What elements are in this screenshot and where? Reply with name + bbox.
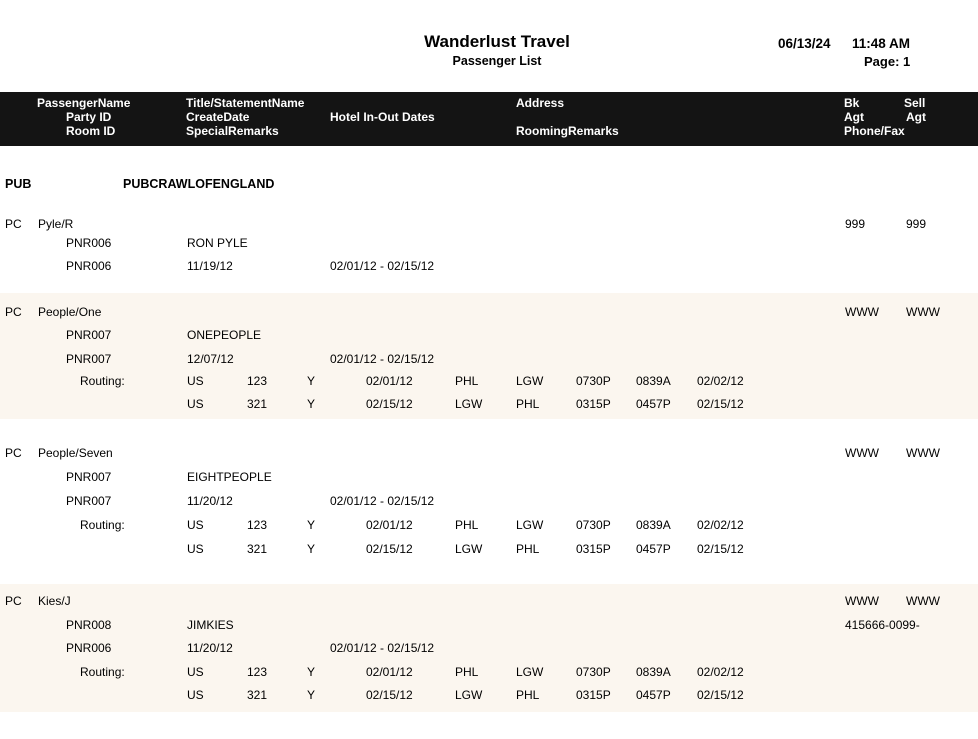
routing-depart: 0730P — [576, 374, 611, 388]
routing-from: LGW — [455, 542, 483, 556]
page-label: Page: — [864, 54, 900, 69]
routing-arrive-date: 02/02/12 — [697, 374, 744, 388]
routing-airline: US — [187, 688, 204, 702]
routing-from: LGW — [455, 688, 483, 702]
sell-agent: 999 — [906, 217, 927, 231]
report-title: Passenger List — [452, 54, 542, 68]
col-hotel-dates: Hotel In-Out Dates — [330, 110, 435, 124]
routing-flight: 321 — [247, 542, 268, 556]
col-agt-sell: Agt — [906, 110, 926, 124]
col-special-remarks: SpecialRemarks — [186, 124, 279, 138]
routing-class: Y — [307, 542, 316, 556]
party-id: PNR006 — [66, 236, 112, 250]
routing-date: 02/01/12 — [366, 665, 413, 679]
routing-date: 02/15/12 — [366, 397, 413, 411]
hotel-dates: 02/01/12 - 02/15/12 — [330, 641, 435, 655]
party-id: PNR007 — [66, 470, 112, 484]
passenger-name: People/One — [38, 305, 102, 319]
col-phone-fax: Phone/Fax — [844, 124, 905, 138]
routing-arrive-date: 02/15/12 — [697, 688, 744, 702]
routing-arrive-date: 02/02/12 — [697, 518, 744, 532]
routing-airline: US — [187, 665, 204, 679]
routing-depart: 0730P — [576, 518, 611, 532]
routing-arrive: 0839A — [636, 518, 671, 532]
routing-airline: US — [187, 374, 204, 388]
page-number: 1 — [903, 54, 911, 69]
passenger-name: Pyle/R — [38, 217, 74, 231]
col-party-id: Party ID — [66, 110, 112, 124]
routing-arrive: 0457P — [636, 542, 671, 556]
hotel-dates: 02/01/12 - 02/15/12 — [330, 259, 435, 273]
bk-agent: WWW — [845, 305, 879, 319]
phone-fax: 415666-0099- — [845, 618, 920, 632]
passenger-name: Kies/J — [38, 594, 71, 608]
routing-label: Routing: — [80, 374, 125, 388]
routing-airline: US — [187, 518, 204, 532]
routing-date: 02/15/12 — [366, 542, 413, 556]
routing-arrive-date: 02/02/12 — [697, 665, 744, 679]
routing-label: Routing: — [80, 518, 125, 532]
party-id: PNR008 — [66, 618, 112, 632]
routing-date: 02/01/12 — [366, 518, 413, 532]
passenger-record — [0, 293, 978, 419]
passenger-type: PC — [5, 305, 22, 319]
report-time: 11:48 AM — [852, 36, 911, 51]
statement-name: RON PYLE — [187, 236, 248, 250]
passenger-record — [0, 203, 978, 278]
report-date: 06/13/24 — [778, 36, 831, 51]
room-id: PNR006 — [66, 259, 112, 273]
routing-to: LGW — [516, 518, 544, 532]
col-bk: Bk — [844, 96, 860, 110]
routing-arrive: 0839A — [636, 374, 671, 388]
routing-from: LGW — [455, 397, 483, 411]
passenger-record — [0, 434, 978, 564]
routing-class: Y — [307, 397, 316, 411]
routing-arrive: 0457P — [636, 688, 671, 702]
statement-name: ONEPEOPLE — [187, 328, 262, 342]
routing-arrive: 0457P — [636, 397, 671, 411]
room-id: PNR006 — [66, 641, 112, 655]
col-address: Address — [516, 96, 565, 110]
company-name: Wanderlust Travel — [424, 32, 570, 51]
room-id: PNR007 — [66, 352, 112, 366]
routing-from: PHL — [455, 665, 479, 679]
col-sell: Sell — [904, 96, 926, 110]
col-room-id: Room ID — [66, 124, 116, 138]
group-name: PUBCRAWLOFENGLAND — [123, 177, 275, 191]
col-create-date: CreateDate — [186, 110, 250, 124]
sell-agent: WWW — [906, 446, 940, 460]
routing-depart: 0315P — [576, 397, 611, 411]
routing-class: Y — [307, 518, 316, 532]
routing-date: 02/15/12 — [366, 688, 413, 702]
routing-flight: 123 — [247, 518, 268, 532]
bk-agent: WWW — [845, 446, 879, 460]
routing-flight: 321 — [247, 688, 268, 702]
routing-label: Routing: — [80, 665, 125, 679]
routing-flight: 123 — [247, 665, 268, 679]
sell-agent: WWW — [906, 594, 940, 608]
routing-date: 02/01/12 — [366, 374, 413, 388]
create-date: 12/07/12 — [187, 352, 234, 366]
col-title-statement: Title/StatementName — [186, 96, 305, 110]
passenger-type: PC — [5, 594, 22, 608]
routing-arrive-date: 02/15/12 — [697, 542, 744, 556]
routing-depart: 0315P — [576, 688, 611, 702]
routing-to: LGW — [516, 665, 544, 679]
routing-from: PHL — [455, 374, 479, 388]
column-header-band — [0, 92, 978, 146]
statement-name: EIGHTPEOPLE — [187, 470, 272, 484]
routing-arrive-date: 02/15/12 — [697, 397, 744, 411]
hotel-dates: 02/01/12 - 02/15/12 — [330, 352, 435, 366]
passenger-type: PC — [5, 446, 22, 460]
routing-to: PHL — [516, 542, 540, 556]
routing-depart: 0315P — [576, 542, 611, 556]
passenger-record — [0, 584, 978, 712]
routing-flight: 321 — [247, 397, 268, 411]
routing-class: Y — [307, 374, 316, 388]
routing-depart: 0730P — [576, 665, 611, 679]
passenger-type: PC — [5, 217, 22, 231]
col-passenger-name: PassengerName — [37, 96, 131, 110]
sell-agent: WWW — [906, 305, 940, 319]
routing-flight: 123 — [247, 374, 268, 388]
page-indicator — [864, 54, 910, 69]
bk-agent: 999 — [845, 217, 866, 231]
routing-class: Y — [307, 665, 316, 679]
routing-arrive: 0839A — [636, 665, 671, 679]
routing-to: PHL — [516, 688, 540, 702]
room-id: PNR007 — [66, 494, 112, 508]
routing-airline: US — [187, 397, 204, 411]
create-date: 11/20/12 — [187, 494, 233, 508]
bk-agent: WWW — [845, 594, 879, 608]
routing-to: PHL — [516, 397, 540, 411]
create-date: 11/19/12 — [187, 259, 233, 273]
create-date: 11/20/12 — [187, 641, 233, 655]
party-id: PNR007 — [66, 328, 112, 342]
routing-to: LGW — [516, 374, 544, 388]
group-code: PUB — [5, 177, 32, 191]
passenger-name: People/Seven — [38, 446, 113, 460]
statement-name: JIMKIES — [187, 618, 234, 632]
hotel-dates: 02/01/12 - 02/15/12 — [330, 494, 435, 508]
routing-airline: US — [187, 542, 204, 556]
col-agt-bk: Agt — [844, 110, 864, 124]
routing-class: Y — [307, 688, 316, 702]
col-rooming-remarks: RoomingRemarks — [516, 124, 619, 138]
routing-from: PHL — [455, 518, 479, 532]
